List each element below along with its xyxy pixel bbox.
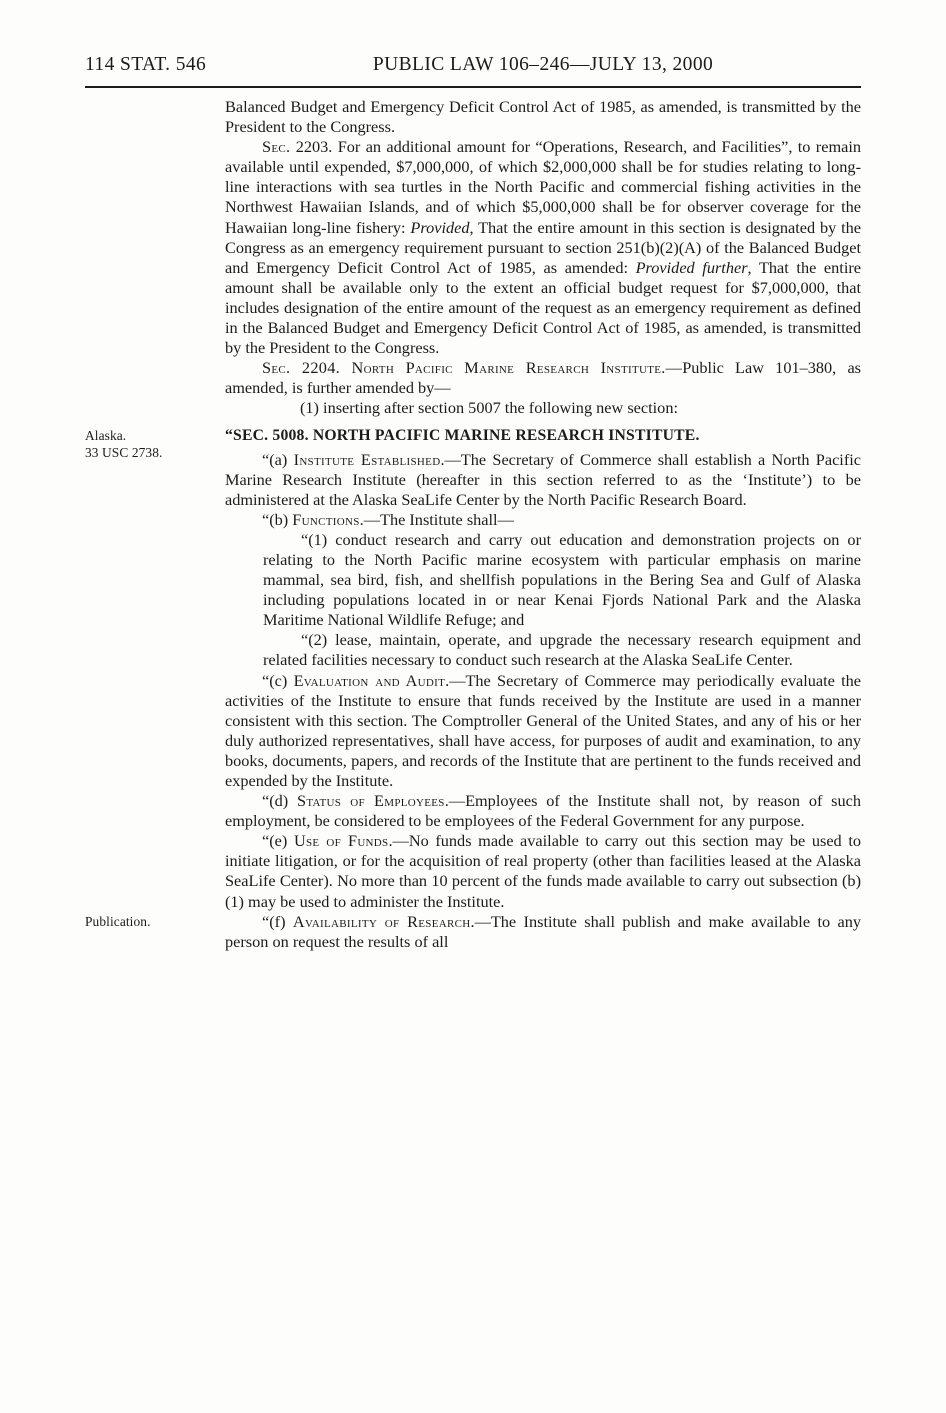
statute-body-text (85, 97, 862, 952)
public-law-title: PUBLIC LAW 106–246—JULY 13, 2000 (372, 54, 714, 75)
text-run: “SEC. 5008. NORTH PACIFIC MARINE RESEARCH INSTITUTE. (225, 426, 700, 444)
statute-paragraph (85, 911, 861, 952)
statute-page-number: 114 STAT. 546 (85, 54, 207, 75)
text-run: “(f) (262, 911, 293, 931)
text-run: .—The Secretary of Commerce shall establish a North Pacific Marine Research Institute (hereafter in this section referred to as the ‘Institute’) to be administered at the Alaska SeaLife Center by the North Pacific Research Board. (225, 449, 861, 509)
text-run: “(1) conduct research and carry out education and demonstration projects on or relating to the North Pacific marine ecosystem with particular emphasis on marine mammal, sea bird, fish, and shellfish populations in the Bering Sea and Gulf of Alaska including populations located in or near Kenai Fjords National Park and the Alaska Maritime National Wildlife Refuge; and (263, 529, 861, 630)
statute-paragraph (225, 791, 861, 831)
text-run: , That the entire amount in this section is designated by the Congress as an emergency requirement pursuant to section 251(b)(2)(A) of the Balanced Budget and Emergency Deficit Control Act of 1985, as amended: (225, 217, 862, 277)
text-run: .—The Institute shall— (359, 509, 514, 529)
text-run: Functions (292, 509, 360, 529)
text-run: Institute Established (293, 449, 441, 469)
text-run: , That the entire amount shall be available only to the extent an official budget request for $7,000,000, that includes designation of the entire amount of the request as an emergency requirement as defined in the Balanced Budget and Emergency Deficit Control Act of 1985, as amended, is transmitted by the President to the Congress. (225, 257, 861, 358)
text-run: “(a) (262, 449, 294, 469)
statute-paragraph (225, 97, 861, 137)
page-header (0, 54, 946, 82)
text-run: Balanced Budget and Emergency Deficit Control Act of 1985, as amended, is transmitted by the President to the Congress. (225, 97, 861, 137)
statute-paragraph (225, 137, 861, 358)
statute-paragraph (263, 530, 861, 630)
statute-paragraph (225, 398, 861, 418)
margin-note: Publication. (85, 913, 151, 929)
text-run: .—No funds made available to carry out this section may be used to initiate litigation, or for the acquisition of real property (other than facilities leased at the Alaska SeaLife Center). No more than 10 percent of the funds made available to carry out subsection (b)(1) may be used to administer the Institute. (225, 831, 861, 911)
text-run: Sec. (262, 137, 291, 157)
text-run: “(2) lease, maintain, operate, and upgrade the necessary research equipment and related facilities necessary to conduct such research at the Alaska SeaLife Center. (263, 630, 861, 670)
text-run: Availability of Research (292, 911, 471, 931)
statute-paragraph (263, 630, 861, 670)
text-run: .—The Institute shall publish and make available to any person on request the results of all (225, 911, 861, 951)
text-run: Public Law 101–380, as amended, is further amended by— (225, 358, 862, 398)
statute-paragraph (225, 831, 861, 911)
margin-note: Alaska. 33 USC 2738. (85, 427, 163, 460)
statute-paragraph (225, 358, 861, 398)
statute-paragraph (225, 510, 861, 530)
text-run: “(c) (262, 670, 294, 690)
text-run: “(e) (262, 831, 294, 851)
text-run: 2203. For an additional amount for “Operations, Research, and Facilities”, to remain available until expended, $7,000,000, of which $2,000,000 shall be for studies relating to long-line interactions with sea turtles in the North Pacific and commercial fishing activities in the Northwest Hawaiian Islands, and of which $5,000,000 shall be for observer coverage for the Hawaiian long-line fishery: (225, 137, 861, 237)
text-run: Status of Employees (297, 791, 445, 811)
text-run: Provided further (635, 257, 748, 277)
statute-paragraph (225, 671, 861, 792)
text-run: .—Employees of the Institute shall not, by reason of such employment, be considered to be employees of the Federal Government for any purpose. (225, 791, 862, 831)
text-run: “(b) (262, 509, 293, 529)
text-run: .—The Secretary of Commerce may periodically evaluate the activities of the Institute to ensure that funds received by the Institute are used in a manner consistent with this section. The Comptroller General of the United States, and any of his or her duly authorized representatives, shall have access, for purposes of audit and examination, to any books, documents, papers, and records of the Institute that are pertinent to the funds received and expended by the Institute. (225, 670, 861, 790)
statute-paragraph (225, 450, 861, 510)
text-run: (1) inserting after section 5007 the following new section: (300, 398, 678, 418)
header-rule (85, 86, 861, 88)
text-run: Evaluation and Audit (293, 670, 446, 690)
text-run: Use of Funds (293, 831, 389, 851)
text-run: “(d) (262, 791, 297, 811)
text-run: Sec. 2204. North Pacific Marine Research Institute.— (262, 358, 683, 378)
text-run: Provided (410, 217, 470, 237)
